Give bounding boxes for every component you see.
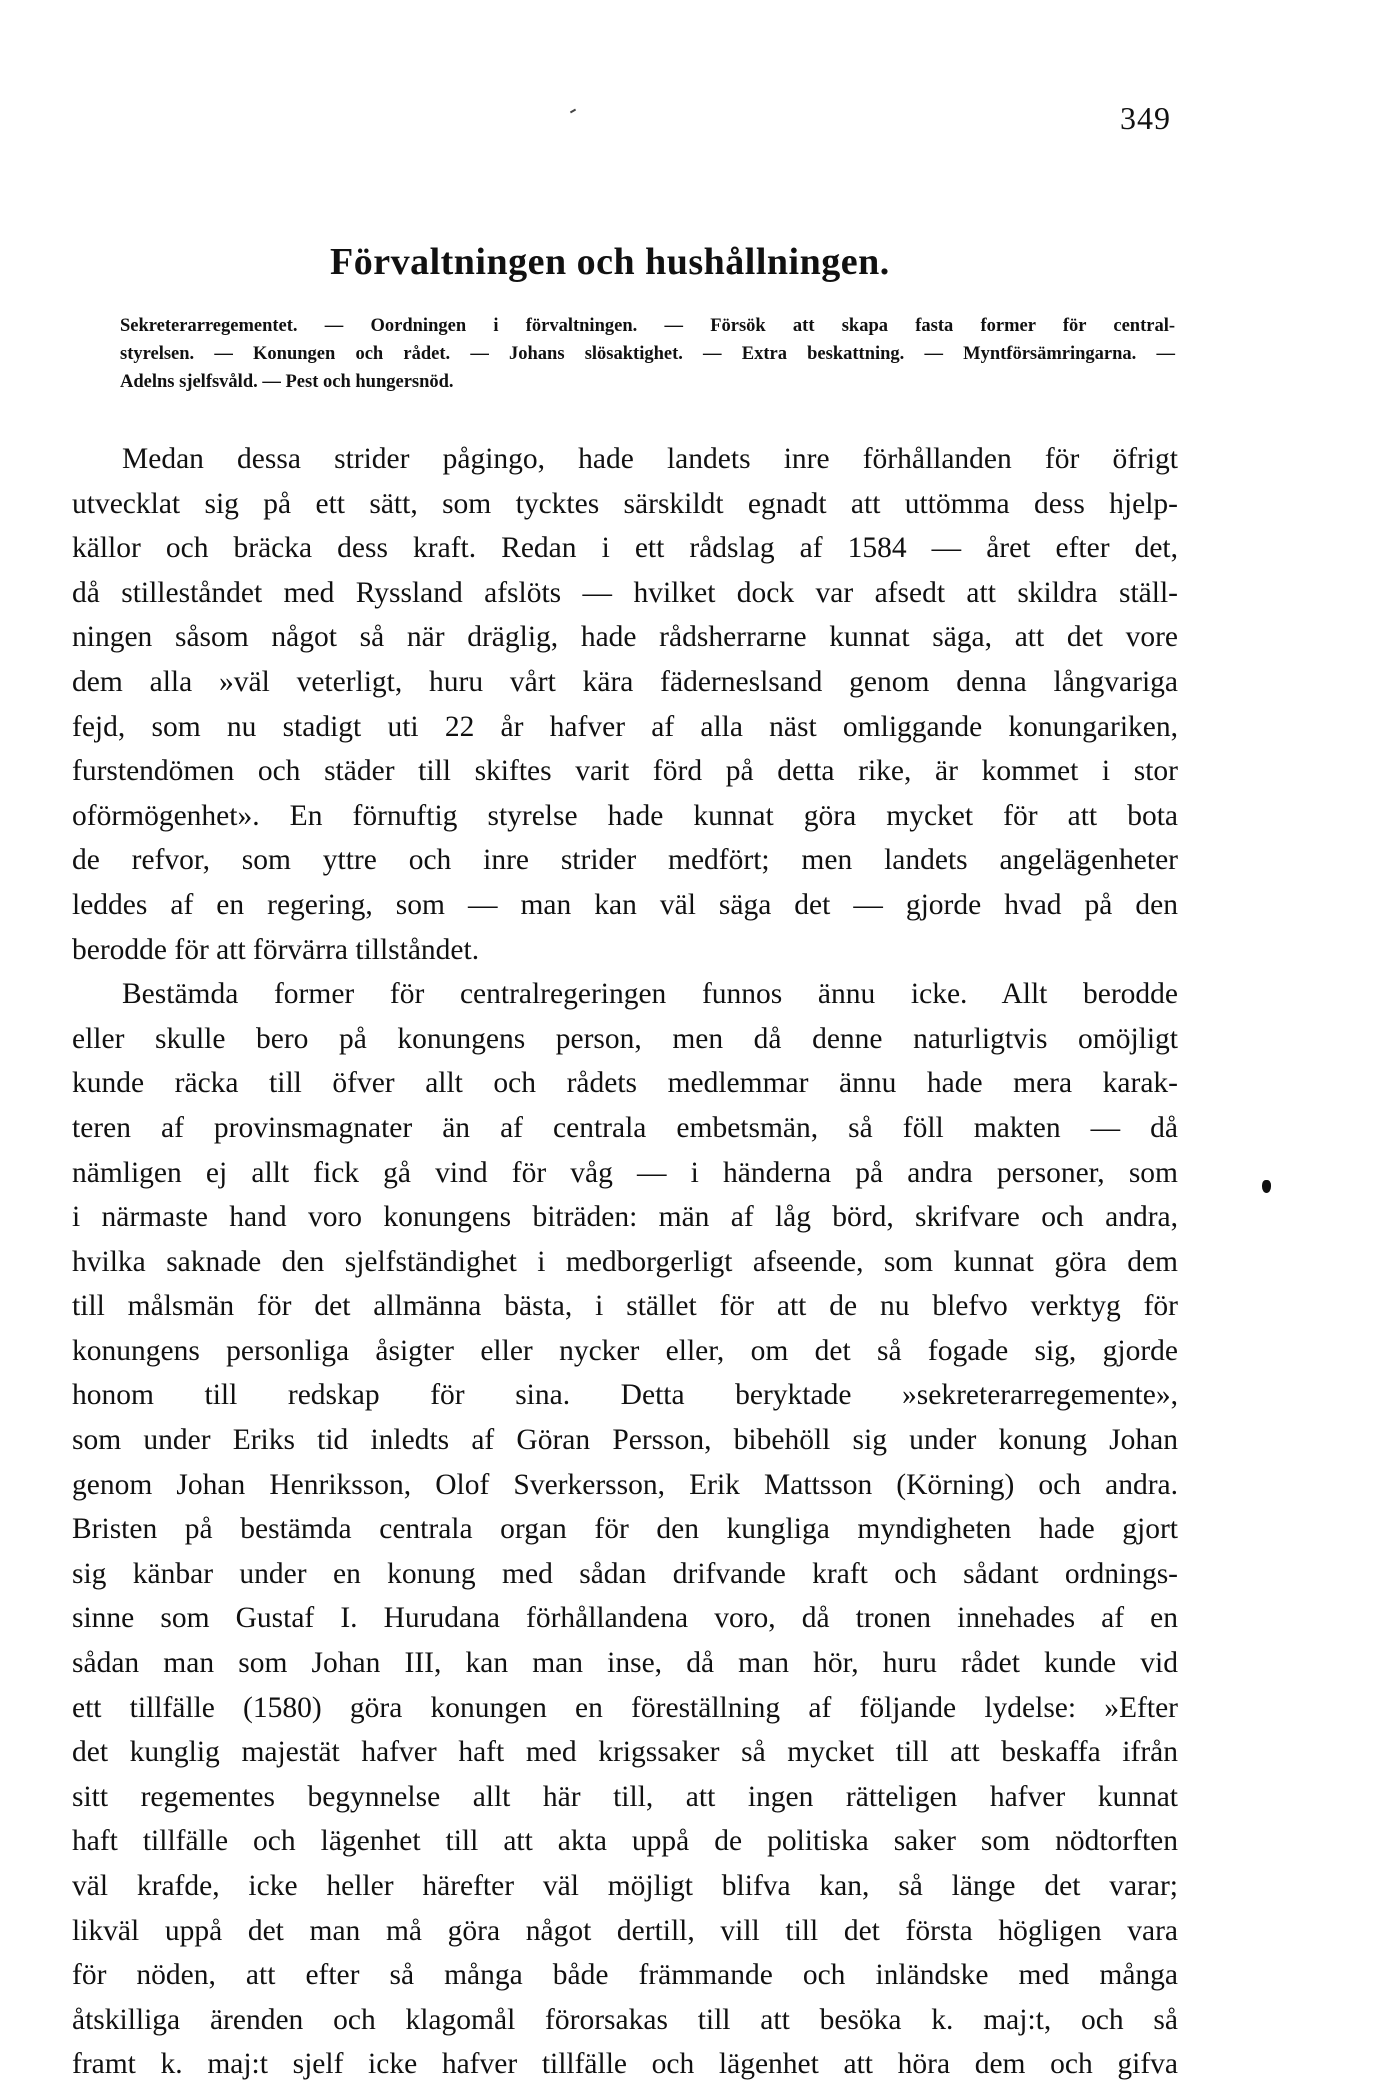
body-line: de refvor, som yttre och inre strider medfört; men landets angelägenheter [72,844,1178,877]
body-line: hvilka saknade den sjelfständighet i medborgerligt afseende, som kunnat göra dem [72,1245,1178,1278]
body-line: utvecklat sig på ett sätt, som tycktes särskildt egnadt att uttömma dess hjelp- [72,487,1178,520]
body-line: konungens personliga åsigter eller nycker eller, om det så fogade sig, gjorde [72,1334,1178,1367]
body-line: ett tillfälle (1580) göra konungen en föreställning af följande lydelse: »Efter [72,1691,1178,1724]
body-line: teren af provinsmagnater än af centrala embetsmän, så föll makten — då [72,1111,1178,1144]
body-line: Bristen på bestämda centrala organ för den kungliga myndigheten hade gjort [72,1513,1178,1546]
body-line: sitt regementes begynnelse allt här till, att ingen rätteligen hafver kunnat [72,1780,1178,1813]
body-line: källor och bräcka dess kraft. Redan i ett rådslag af 1584 — året efter det, [72,532,1178,565]
page-number: 349 [1120,100,1171,136]
body-line: sig känbar under en konung med sådan drifvande kraft och sådant ordnings- [72,1557,1178,1590]
body-line: fejd, som nu stadigt uti 22 år hafver af alla näst omliggande konungariken, [72,710,1178,743]
body-line: det kunglig majestät hafver haft med krigssaker så mycket till att beskaffa ifrån [72,1736,1178,1769]
body-line: haft tillfälle och lägenhet till att akta uppå de politiska saker som nödtorften [72,1825,1178,1858]
body-line: framt k. maj:t sjelf icke hafver tillfälle och lägenhet att höra dem och gifva [72,2048,1178,2081]
body-line: ningen såsom något så när dräglig, hade rådsherrarne kunnat säga, att det vore [72,621,1178,654]
chapter-title: Förvaltningen och hushållningen. [330,241,890,283]
body-line: Bestämda former för centralregeringen funnos ännu icke. Allt berodde [122,978,1178,1011]
body-line: honom till redskap för sina. Detta beryktade »sekreterarregemente», [72,1379,1178,1412]
body-line: eller skulle bero på konungens person, men då denne naturligtvis omöjligt [72,1022,1178,1055]
body-line: då stilleståndet med Ryssland afslöts — hvilket dock var afsedt att skildra ställ- [72,576,1178,609]
body-line: dem alla »väl veterligt, huru vårt kära fäderneslsand genom denna långvariga [72,665,1178,698]
body-line: sådan man som Johan III, kan man inse, då man hör, huru rådet kunde vid [72,1647,1178,1680]
body-line: furstendömen och städer till skiftes varit förd på detta rike, är kommet i stor [72,755,1178,788]
body-line: kunde räcka till öfver allt och rådets medlemmar ännu hade mera karak- [72,1067,1178,1100]
body-line: Medan dessa strider pågingo, hade landets inre förhållanden för öfrigt [122,443,1178,475]
body-line: genom Johan Henriksson, Olof Sverkersson, Erik Mattsson (Körning) och andra. [72,1468,1178,1501]
body-line: oförmögenhet». En förnuftig styrelse hade kunnat göra mycket för att bota [72,799,1178,832]
chapter-summary [120,312,1175,396]
summary-line: Sekreterarregementet. — Oordningen i förvaltningen. — Försök att skapa fasta former för central- [120,316,1175,336]
body-line: väl krafde, icke heller härefter väl möjligt blifva kan, så länge det varar; [72,1870,1178,1902]
body-line: sinne som Gustaf I. Hurudana förhållandena voro, då tronen innehades af en [72,1602,1178,1635]
summary-line: styrelsen. — Konungen och rådet. — Johans slösaktighet. — Extra beskattning. — Myntförsämringarna. — [120,344,1175,364]
margin-bullet-mark [1262,1180,1271,1193]
body-line: likväl uppå det man må göra något dertill, vill till det första högligen vara [72,1914,1178,1947]
body-line: som under Eriks tid inledts af Göran Persson, bibehöll sig under konung Johan [72,1424,1178,1457]
body-line: berodde för att förvärra tillståndet. [72,933,480,966]
body-line: i närmaste hand voro konungens biträden: män af låg börd, skrifvare och andra, [72,1201,1178,1234]
body-line: nämligen ej allt fick gå vind för våg — i händerna på andra personer, som [72,1156,1178,1189]
body-text [72,437,1178,2087]
summary-line: Adelns sjelfsvåld. — Pest och hungersnöd. [120,372,454,392]
body-line: leddes af en regering, som — man kan väl säga det — gjorde hvad på den [72,888,1178,921]
body-line: för nöden, att efter så många både främmande och inländske med många [72,1959,1178,1992]
body-line: åtskilliga ärenden och klagomål förorsakas till att besöka k. maj:t, och så [72,2003,1178,2036]
body-line: till målsmän för det allmänna bästa, i stället för att de nu blefvo verktyg för [72,1290,1178,1323]
stray-ink-mark [570,109,576,114]
